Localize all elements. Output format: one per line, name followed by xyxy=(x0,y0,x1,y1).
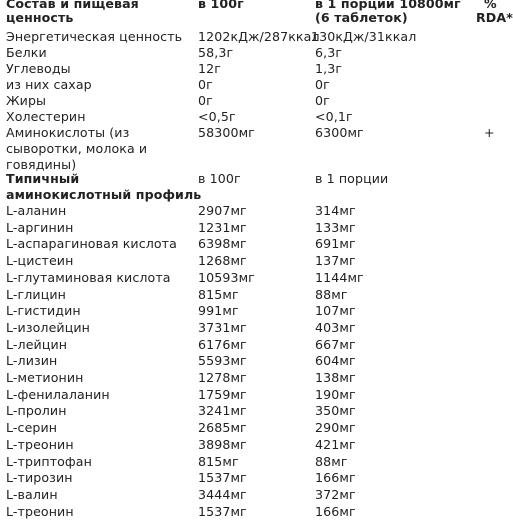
header-rda-line1: % xyxy=(484,0,497,11)
amino-acid-per100: 6398мг xyxy=(198,236,247,252)
amino-acid-name: L-лизин xyxy=(6,353,58,369)
amino-acid-row xyxy=(0,203,500,219)
amino-acid-name: L-аланин xyxy=(6,203,67,218)
amino-total-rda: + xyxy=(484,125,495,140)
amino-acid-serving: 421мг xyxy=(315,436,356,452)
nutrient-serving: <0,1г xyxy=(315,109,353,124)
amino-acid-serving: 667мг xyxy=(315,336,356,352)
amino-acid-serving: 138мг xyxy=(315,370,356,385)
amino-acid-per100: 3444мг xyxy=(198,486,247,502)
amino-total-name-line3: говядины) xyxy=(6,157,77,172)
nutrient-serving: 6,3г xyxy=(315,45,343,60)
amino-acid-serving: 133мг xyxy=(315,219,356,235)
amino-acid-row xyxy=(0,403,500,419)
amino-acid-serving: 137мг xyxy=(315,253,356,269)
header-row xyxy=(0,0,513,25)
amino-acid-per100: 1268мг xyxy=(198,253,247,269)
amino-acid-per100: 10593мг xyxy=(198,269,255,285)
profile-header-line1: Типичный xyxy=(6,171,80,186)
amino-acid-per100: 1537мг xyxy=(198,470,247,486)
amino-acid-row xyxy=(0,353,500,369)
amino-acid-per100: 2685мг xyxy=(198,420,247,436)
amino-acid-serving: 290мг xyxy=(315,420,356,436)
header-composition-line1: Состав и пищевая xyxy=(6,0,139,11)
nutrient-per100: 58,3г xyxy=(198,45,234,60)
nutrient-name: Жиры xyxy=(6,93,47,108)
amino-acid-serving: 166мг xyxy=(315,503,356,519)
nutrition-row-carbs xyxy=(0,61,500,77)
amino-acid-serving: 107мг xyxy=(315,303,356,319)
amino-acid-name: L-лейцин xyxy=(6,336,68,352)
amino-total-serving: 6300мг xyxy=(315,125,364,140)
amino-acid-name: L-гистидин xyxy=(6,303,81,319)
amino-acid-row xyxy=(0,236,500,252)
amino-acid-name: L-глутаминовая кислота xyxy=(6,269,171,285)
profile-header-row xyxy=(0,171,500,203)
amino-acid-name: L-треонин xyxy=(6,436,74,452)
amino-acid-per100: 815мг xyxy=(198,286,239,302)
header-serving-line2: (6 таблеток) xyxy=(315,10,408,25)
amino-acid-name: L-треонин xyxy=(6,503,74,519)
amino-acid-row xyxy=(0,470,500,486)
amino-acid-row xyxy=(0,287,500,303)
amino-acid-serving: 350мг xyxy=(315,403,356,419)
amino-acid-row xyxy=(0,387,500,403)
amino-acid-name: L-аспарагиновая кислота xyxy=(6,236,177,252)
amino-acid-per100: 1759мг xyxy=(198,386,247,402)
amino-acid-per100: 3898мг xyxy=(198,436,247,452)
nutrition-row-energy xyxy=(0,29,500,45)
amino-acid-per100: 1278мг xyxy=(198,370,247,385)
nutrient-per100: 1202кДж/287ккал xyxy=(198,29,320,44)
amino-acid-name: L-пролин xyxy=(6,403,67,419)
nutrient-serving: 0г xyxy=(315,93,330,108)
amino-acid-serving: 190мг xyxy=(315,386,356,402)
amino-acid-per100: 991мг xyxy=(198,303,239,319)
amino-acid-per100: 2907мг xyxy=(198,203,247,218)
nutrient-name: из них сахар xyxy=(6,77,92,92)
amino-acid-row xyxy=(0,437,500,453)
amino-acid-row xyxy=(0,487,500,503)
amino-acid-per100: 6176мг xyxy=(198,336,247,352)
amino-acid-row xyxy=(0,504,500,520)
nutrient-per100: 12г xyxy=(198,61,221,76)
amino-acid-serving: 166мг xyxy=(315,470,356,486)
amino-acid-name: L-аргинин xyxy=(6,219,74,235)
profile-header-serving: в 1 порции xyxy=(315,171,389,186)
amino-acid-row xyxy=(0,303,500,319)
amino-acid-row xyxy=(0,454,500,470)
profile-header-line2: аминокислотный профиль xyxy=(6,187,202,202)
amino-acid-row xyxy=(0,270,500,286)
header-composition-line2: ценность xyxy=(6,10,74,25)
header-rda-line2: RDA* xyxy=(476,10,513,25)
amino-acid-per100: 3241мг xyxy=(198,403,247,419)
nutrient-name: Белки xyxy=(6,45,47,60)
nutrient-serving: 1,3г xyxy=(315,61,343,76)
amino-acid-row xyxy=(0,253,500,269)
amino-acid-name: L-изолейцин xyxy=(6,319,90,335)
amino-acid-serving: 314мг xyxy=(315,203,356,218)
profile-header-per100: в 100г xyxy=(198,171,241,186)
amino-acid-serving: 403мг xyxy=(315,319,356,335)
amino-acid-per100: 5593мг xyxy=(198,353,247,369)
amino-acid-row xyxy=(0,337,500,353)
amino-total-name-line1: Аминокислоты (из xyxy=(6,125,130,140)
amino-acid-name: L-цистеин xyxy=(6,253,74,269)
amino-acid-name: L-глицин xyxy=(6,286,66,302)
nutrient-name: Энергетическая ценность xyxy=(6,29,183,44)
amino-acid-row xyxy=(0,320,500,336)
amino-acid-name: L-валин xyxy=(6,486,58,502)
header-per100: в 100г xyxy=(198,0,244,11)
amino-total-per100: 58300мг xyxy=(198,125,255,140)
nutrition-row-sugar xyxy=(0,77,500,93)
amino-acid-serving: 691мг xyxy=(315,236,356,252)
amino-acid-name: L-метионин xyxy=(6,370,84,385)
nutrient-per100: <0,5г xyxy=(198,109,236,124)
amino-acid-row xyxy=(0,370,500,386)
nutrient-name: Углеводы xyxy=(6,61,71,76)
header-serving-line1: в 1 порции 10800мг xyxy=(315,0,461,11)
nutrient-serving: 130кДж/31ккал xyxy=(311,29,417,44)
amino-acid-name: L-триптофан xyxy=(6,453,92,469)
amino-acid-serving: 604мг xyxy=(315,353,356,369)
nutrient-per100: 0г xyxy=(198,77,213,92)
amino-acid-per100: 3731мг xyxy=(198,319,247,335)
amino-acid-name: L-тирозин xyxy=(6,470,73,486)
amino-acid-name: L-серин xyxy=(6,420,58,436)
amino-acid-serving: 372мг xyxy=(315,486,356,502)
amino-acid-serving: 88мг xyxy=(315,286,348,302)
amino-acid-row xyxy=(0,420,500,436)
amino-total-name-line2: сыворотки, молока и xyxy=(6,141,148,156)
nutrition-row-cholesterol xyxy=(0,109,500,125)
nutrient-name: Холестерин xyxy=(6,109,86,124)
amino-acid-row xyxy=(0,220,500,236)
nutrition-row-amino-total xyxy=(0,125,500,173)
amino-acid-per100: 815мг xyxy=(198,453,239,469)
amino-acid-per100: 1231мг xyxy=(198,219,247,235)
amino-acid-serving: 88мг xyxy=(315,453,348,469)
amino-acid-per100: 1537мг xyxy=(198,503,247,519)
nutrition-row-protein xyxy=(0,45,500,61)
amino-acid-serving: 1144мг xyxy=(315,269,364,285)
amino-acid-name: L-фенилаланин xyxy=(6,386,110,402)
nutrient-serving: 0г xyxy=(315,77,330,92)
nutrition-row-fat xyxy=(0,93,500,109)
nutrient-per100: 0г xyxy=(198,93,213,108)
